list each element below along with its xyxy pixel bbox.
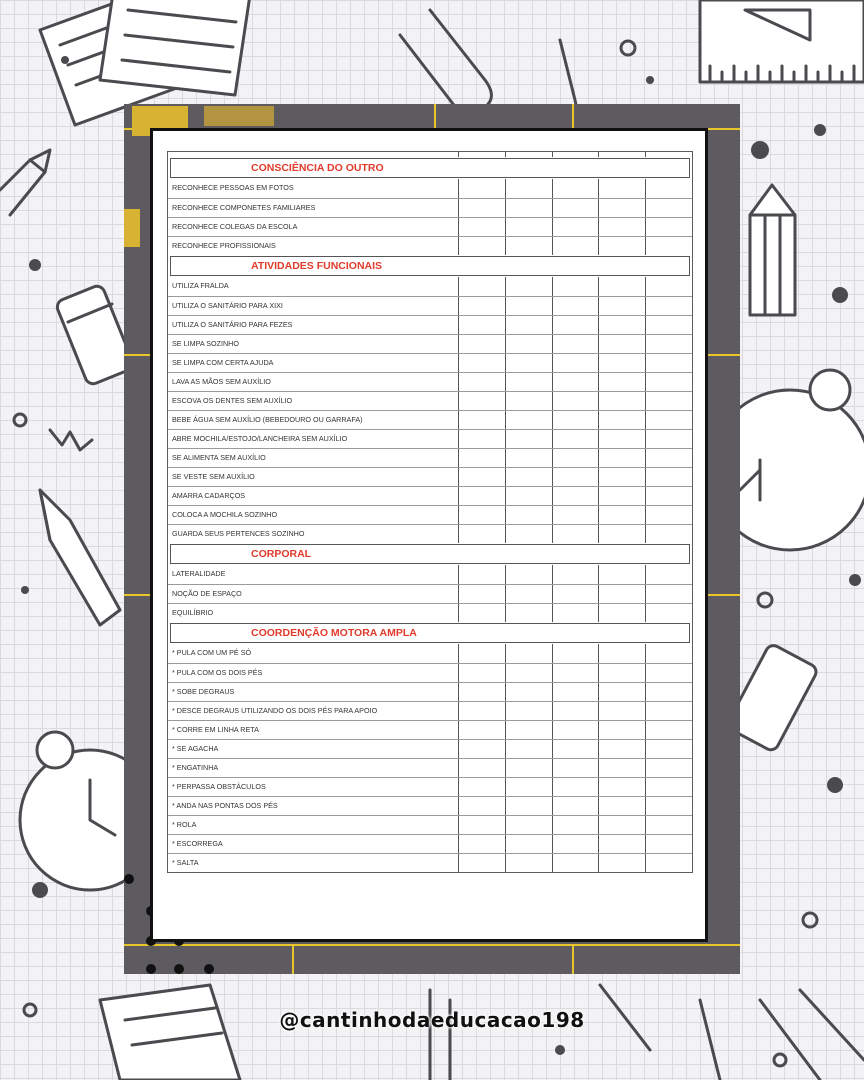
check-cell[interactable] xyxy=(458,854,505,872)
check-cell[interactable] xyxy=(552,468,599,486)
item-label: EQUILÍBRIO xyxy=(172,608,214,617)
check-cell[interactable] xyxy=(458,411,505,429)
check-cell[interactable] xyxy=(598,218,645,236)
item-label: * PULA COM OS DOIS PÉS xyxy=(172,668,263,677)
check-cell[interactable] xyxy=(458,335,505,353)
checklist-row xyxy=(168,524,692,543)
check-cell[interactable] xyxy=(505,506,552,524)
check-cell[interactable] xyxy=(645,411,692,429)
check-cell[interactable] xyxy=(645,237,692,255)
check-cell[interactable] xyxy=(505,297,552,315)
check-cell[interactable] xyxy=(645,487,692,505)
check-cell[interactable] xyxy=(552,354,599,372)
check-cell[interactable] xyxy=(598,316,645,334)
checklist-row xyxy=(168,372,692,391)
check-cell[interactable] xyxy=(505,816,552,834)
check-cell[interactable] xyxy=(458,702,505,720)
check-cell[interactable] xyxy=(505,835,552,853)
check-cell[interactable] xyxy=(645,759,692,777)
check-cell[interactable] xyxy=(552,585,599,603)
check-cell[interactable] xyxy=(552,721,599,739)
check-cell[interactable] xyxy=(598,373,645,391)
checklist-row xyxy=(168,217,692,236)
checklist-row xyxy=(168,777,692,796)
check-cell[interactable] xyxy=(505,702,552,720)
check-cell[interactable] xyxy=(505,335,552,353)
check-cell[interactable] xyxy=(505,604,552,622)
check-cell[interactable] xyxy=(598,506,645,524)
check-cell[interactable] xyxy=(552,759,599,777)
item-label: * PERPASSA OBSTÁCULOS xyxy=(172,782,266,791)
check-cell[interactable] xyxy=(458,721,505,739)
checklist-row xyxy=(168,644,692,663)
check-cell[interactable] xyxy=(552,664,599,682)
item-label: ABRE MOCHILA/ESTOJO/LANCHEIRA SEM AUXÍLIO xyxy=(172,434,348,443)
check-cell[interactable] xyxy=(645,585,692,603)
check-cell[interactable] xyxy=(598,335,645,353)
checklist-table xyxy=(167,151,693,873)
checklist-row xyxy=(168,584,692,603)
checklist-row xyxy=(168,198,692,217)
checklist-row xyxy=(168,486,692,505)
item-label: UTILIZA O SANITÁRIO PARA FEZES xyxy=(172,320,293,329)
check-cell[interactable] xyxy=(505,721,552,739)
checklist-row xyxy=(168,565,692,584)
item-label: SE VESTE SEM AUXÍLIO xyxy=(172,472,255,481)
check-cell[interactable] xyxy=(598,565,645,584)
check-cell[interactable] xyxy=(458,316,505,334)
check-cell[interactable] xyxy=(458,565,505,584)
check-cell[interactable] xyxy=(598,297,645,315)
check-cell[interactable] xyxy=(645,778,692,796)
checklist-row xyxy=(168,448,692,467)
check-cell[interactable] xyxy=(458,506,505,524)
check-cell[interactable] xyxy=(505,644,552,663)
check-cell[interactable] xyxy=(552,152,599,157)
check-cell[interactable] xyxy=(552,835,599,853)
check-cell[interactable] xyxy=(552,430,599,448)
check-cell[interactable] xyxy=(505,152,552,157)
checklist-row xyxy=(168,334,692,353)
check-cell[interactable] xyxy=(505,411,552,429)
check-cell[interactable] xyxy=(505,199,552,217)
pencil-icon xyxy=(0,150,50,215)
check-cell[interactable] xyxy=(458,237,505,255)
check-cell[interactable] xyxy=(552,199,599,217)
checklist-row xyxy=(168,739,692,758)
check-cell[interactable] xyxy=(458,644,505,663)
item-label: GUARDA SEUS PERTENCES SOZINHO xyxy=(172,529,305,538)
check-cell[interactable] xyxy=(645,354,692,372)
check-cell[interactable] xyxy=(458,759,505,777)
checklist-row xyxy=(168,663,692,682)
check-cell[interactable] xyxy=(505,316,552,334)
check-cell[interactable] xyxy=(505,179,552,198)
check-cell[interactable] xyxy=(505,218,552,236)
check-cell[interactable] xyxy=(458,430,505,448)
check-cell[interactable] xyxy=(458,585,505,603)
check-cell[interactable] xyxy=(598,392,645,410)
check-cell[interactable] xyxy=(505,740,552,758)
header-strip xyxy=(168,151,692,157)
check-cell[interactable] xyxy=(645,152,692,157)
checklist-row xyxy=(168,429,692,448)
check-cell[interactable] xyxy=(645,702,692,720)
check-cell[interactable] xyxy=(505,449,552,467)
check-cell[interactable] xyxy=(552,237,599,255)
check-cell[interactable] xyxy=(598,179,645,198)
check-cell[interactable] xyxy=(598,585,645,603)
check-cell[interactable] xyxy=(458,835,505,853)
checklist-paper xyxy=(150,128,708,942)
check-cell[interactable] xyxy=(598,354,645,372)
checklist-row xyxy=(168,815,692,834)
check-cell[interactable] xyxy=(552,604,599,622)
check-cell[interactable] xyxy=(505,468,552,486)
check-cell[interactable] xyxy=(458,816,505,834)
check-cell[interactable] xyxy=(645,468,692,486)
section-title: COORDENÇÃO MOTORA AMPLA xyxy=(170,623,690,643)
check-cell[interactable] xyxy=(458,449,505,467)
check-cell[interactable] xyxy=(645,721,692,739)
check-cell[interactable] xyxy=(552,740,599,758)
check-cell[interactable] xyxy=(598,778,645,796)
item-label: BEBE ÁGUA SEM AUXÍLIO (BEBEDOURO OU GARRAFA) xyxy=(172,415,363,424)
check-cell[interactable] xyxy=(645,392,692,410)
checklist-row xyxy=(168,315,692,334)
check-cell[interactable] xyxy=(598,854,645,872)
check-cell[interactable] xyxy=(645,797,692,815)
check-cell[interactable] xyxy=(645,644,692,663)
item-label: * SE AGACHA xyxy=(172,744,219,753)
check-cell[interactable] xyxy=(598,430,645,448)
check-cell[interactable] xyxy=(505,277,552,296)
item-label: LAVA AS MÃOS SEM AUXÍLIO xyxy=(172,377,271,386)
check-cell[interactable] xyxy=(598,449,645,467)
check-cell[interactable] xyxy=(645,218,692,236)
check-cell[interactable] xyxy=(552,644,599,663)
check-cell[interactable] xyxy=(598,604,645,622)
check-cell[interactable] xyxy=(458,277,505,296)
check-cell[interactable] xyxy=(645,664,692,682)
check-cell[interactable] xyxy=(598,683,645,701)
check-cell[interactable] xyxy=(505,487,552,505)
check-cell[interactable] xyxy=(598,835,645,853)
ruler-icon xyxy=(700,0,864,82)
check-cell[interactable] xyxy=(645,373,692,391)
checklist-row xyxy=(168,353,692,372)
check-cell[interactable] xyxy=(552,411,599,429)
check-cell[interactable] xyxy=(552,797,599,815)
check-cell[interactable] xyxy=(458,152,505,157)
check-cell[interactable] xyxy=(645,449,692,467)
check-cell[interactable] xyxy=(645,740,692,758)
check-cell[interactable] xyxy=(505,237,552,255)
check-cell[interactable] xyxy=(505,392,552,410)
check-cell[interactable] xyxy=(505,585,552,603)
checklist-row xyxy=(168,277,692,296)
item-label: SE ALIMENTA SEM AUXÍLIO xyxy=(172,453,266,462)
check-cell[interactable] xyxy=(458,218,505,236)
check-cell[interactable] xyxy=(552,506,599,524)
item-label: NOÇÃO DE ESPAÇO xyxy=(172,589,242,598)
checklist-row xyxy=(168,467,692,486)
check-cell[interactable] xyxy=(598,487,645,505)
check-cell[interactable] xyxy=(552,778,599,796)
check-cell[interactable] xyxy=(552,297,599,315)
item-label: RECONHECE COLEGAS DA ESCOLA xyxy=(172,222,298,231)
check-cell[interactable] xyxy=(552,525,599,543)
check-cell[interactable] xyxy=(598,721,645,739)
item-label: * SOBE DEGRAUS xyxy=(172,687,235,696)
check-cell[interactable] xyxy=(598,411,645,429)
check-cell[interactable] xyxy=(598,664,645,682)
checklist-row xyxy=(168,853,692,872)
check-cell[interactable] xyxy=(645,316,692,334)
check-cell[interactable] xyxy=(645,525,692,543)
check-cell[interactable] xyxy=(645,430,692,448)
check-cell[interactable] xyxy=(645,297,692,315)
section-title: ATIVIDADES FUNCIONAIS xyxy=(170,256,690,276)
paper-sheet-icon xyxy=(100,985,720,1080)
checklist-row xyxy=(168,758,692,777)
check-cell[interactable] xyxy=(458,297,505,315)
pencil-icon xyxy=(750,185,795,315)
item-label: * DESCE DEGRAUS UTILIZANDO OS DOIS PÉS PARA APOIO xyxy=(172,706,378,715)
check-cell[interactable] xyxy=(645,816,692,834)
check-cell[interactable] xyxy=(645,506,692,524)
check-cell[interactable] xyxy=(598,277,645,296)
check-cell[interactable] xyxy=(505,854,552,872)
check-cell[interactable] xyxy=(552,218,599,236)
item-label: * ROLA xyxy=(172,820,197,829)
check-cell[interactable] xyxy=(505,664,552,682)
check-cell[interactable] xyxy=(598,152,645,157)
check-cell[interactable] xyxy=(598,816,645,834)
check-cell[interactable] xyxy=(598,468,645,486)
check-cell[interactable] xyxy=(552,683,599,701)
check-cell[interactable] xyxy=(645,835,692,853)
check-cell[interactable] xyxy=(458,354,505,372)
section-title: CORPORAL xyxy=(170,544,690,564)
check-cell[interactable] xyxy=(458,525,505,543)
check-cell[interactable] xyxy=(458,664,505,682)
check-cell[interactable] xyxy=(598,237,645,255)
checklist-row xyxy=(168,720,692,739)
check-cell[interactable] xyxy=(505,565,552,584)
check-cell[interactable] xyxy=(458,468,505,486)
check-cell[interactable] xyxy=(458,683,505,701)
item-label: COLOCA A MOCHILA SOZINHO xyxy=(172,510,278,519)
check-cell[interactable] xyxy=(598,644,645,663)
check-cell[interactable] xyxy=(505,778,552,796)
check-cell[interactable] xyxy=(645,854,692,872)
item-label: * PULA COM UM PÉ SÓ xyxy=(172,648,252,657)
item-label: SE LIMPA SOZINHO xyxy=(172,339,239,348)
checklist-row xyxy=(168,603,692,622)
check-cell[interactable] xyxy=(645,199,692,217)
check-cell[interactable] xyxy=(505,759,552,777)
check-cell[interactable] xyxy=(505,430,552,448)
check-cell[interactable] xyxy=(645,683,692,701)
item-label: RECONHECE PESSOAS EM FOTOS xyxy=(172,183,294,192)
check-cell[interactable] xyxy=(458,487,505,505)
check-cell[interactable] xyxy=(598,199,645,217)
check-cell[interactable] xyxy=(645,335,692,353)
check-cell[interactable] xyxy=(552,816,599,834)
item-label: UTILIZA FRALDA xyxy=(172,281,229,290)
checklist-row xyxy=(168,179,692,198)
checklist-row xyxy=(168,505,692,524)
check-cell[interactable] xyxy=(552,179,599,198)
check-cell[interactable] xyxy=(505,354,552,372)
check-cell[interactable] xyxy=(505,797,552,815)
check-cell[interactable] xyxy=(598,525,645,543)
check-cell[interactable] xyxy=(458,604,505,622)
check-cell[interactable] xyxy=(505,683,552,701)
black-dots-decoration xyxy=(124,874,134,884)
check-cell[interactable] xyxy=(552,335,599,353)
pencil-icon xyxy=(40,490,120,625)
check-cell[interactable] xyxy=(552,702,599,720)
check-cell[interactable] xyxy=(598,797,645,815)
check-cell[interactable] xyxy=(645,604,692,622)
item-label: RECONHECE COMPONETES FAMILIARES xyxy=(172,203,316,212)
check-cell[interactable] xyxy=(552,449,599,467)
checklist-row xyxy=(168,236,692,255)
check-cell[interactable] xyxy=(458,179,505,198)
check-cell[interactable] xyxy=(458,373,505,391)
item-label: * ESCORREGA xyxy=(172,839,223,848)
check-cell[interactable] xyxy=(598,759,645,777)
check-cell[interactable] xyxy=(552,854,599,872)
check-cell[interactable] xyxy=(598,702,645,720)
item-label: LATERALIDADE xyxy=(172,569,226,578)
check-cell[interactable] xyxy=(645,565,692,584)
instagram-handle: @cantinhodaeducacao198 xyxy=(279,1008,585,1032)
check-cell[interactable] xyxy=(552,487,599,505)
checklist-row xyxy=(168,834,692,853)
check-cell[interactable] xyxy=(552,565,599,584)
check-cell[interactable] xyxy=(645,179,692,198)
check-cell[interactable] xyxy=(458,778,505,796)
check-cell[interactable] xyxy=(505,525,552,543)
item-label: AMARRA CADARÇOS xyxy=(172,491,246,500)
checklist-row xyxy=(168,296,692,315)
check-cell[interactable] xyxy=(598,740,645,758)
item-label: * ENGATINHA xyxy=(172,763,219,772)
checklist-row xyxy=(168,410,692,429)
item-label: RECONHECE PROFISSIONAIS xyxy=(172,241,276,250)
checklist-row xyxy=(168,391,692,410)
checklist-row xyxy=(168,701,692,720)
checklist-row xyxy=(168,682,692,701)
item-label: ESCOVA OS DENTES SEM AUXÍLIO xyxy=(172,396,293,405)
section-title: CONSCIÊNCIA DO OUTRO xyxy=(170,158,690,178)
check-cell[interactable] xyxy=(458,740,505,758)
item-label: * SALTA xyxy=(172,858,199,867)
check-cell[interactable] xyxy=(458,797,505,815)
check-cell[interactable] xyxy=(458,199,505,217)
check-cell[interactable] xyxy=(552,373,599,391)
item-label: * ANDA NAS PONTAS DOS PÉS xyxy=(172,801,278,810)
check-cell[interactable] xyxy=(505,373,552,391)
check-cell[interactable] xyxy=(645,277,692,296)
item-label: * CORRE EM LINHA RETA xyxy=(172,725,259,734)
check-cell[interactable] xyxy=(552,316,599,334)
check-cell[interactable] xyxy=(458,392,505,410)
check-cell[interactable] xyxy=(552,277,599,296)
item-label: SE LIMPA COM CERTA AJUDA xyxy=(172,358,274,367)
checklist-row xyxy=(168,796,692,815)
item-label: UTILIZA O SANITÁRIO PARA XIXI xyxy=(172,301,283,310)
check-cell[interactable] xyxy=(552,392,599,410)
